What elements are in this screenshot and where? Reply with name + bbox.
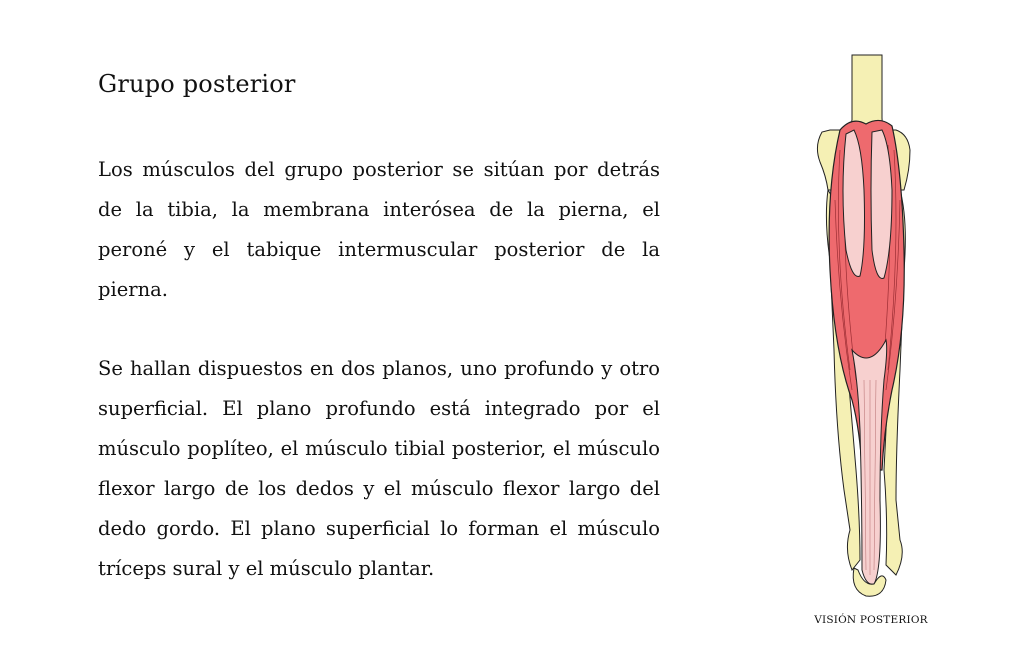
paragraph-planes: Se hallan dispuestos en dos planos, uno profundo y otro superficial. El plano profundo está integrado por el músculo poplíteo, el músculo tibial posterior, el músculo flexor largo de los dedos y el músculo flexor largo del dedo gordo. El plano superficial lo forman el músculo tríceps sural y el músculo plantar. — [98, 357, 660, 580]
section-title: Grupo posterior — [98, 70, 296, 98]
posterior-leg-illustration — [800, 50, 930, 600]
gastrocnemius-lateral-head — [871, 130, 892, 278]
paragraph-intro: Los músculos del grupo posterior se sitúan por detrás de la tibia, la membrana interósea de la pierna, el peroné y el tabique intermuscular posterior de la pierna. — [98, 158, 660, 301]
figure-caption: VISIÓN POSTERIOR — [814, 614, 928, 626]
